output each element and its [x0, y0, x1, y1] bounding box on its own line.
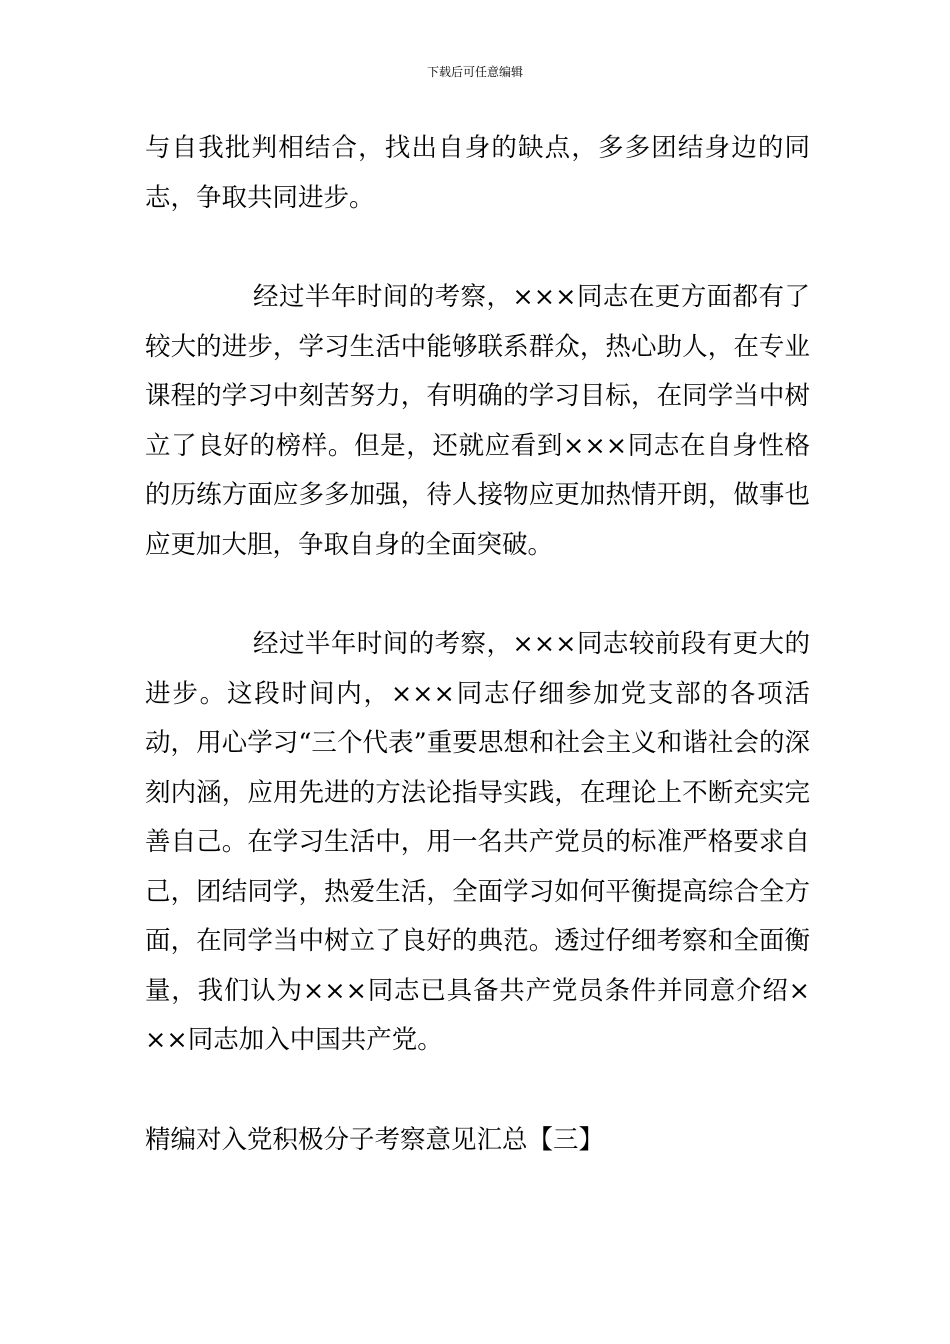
paragraph-1: 与自我批判相结合，找出自身的缺点，多多团结身边的同志，争取共同进步。 — [145, 133, 810, 213]
paragraph-2: 经过半年时间的考察，×××同志在更方面都有了较大的进步，学习生活中能够联系群众，热心助人，在专业课程的学习中刻苦努力，有明确的学习目标，在同学当中树立了良好的榜样。但是，还就应看到×××同志在自身性格的历练方面应多多加强，待人接物应更加热情开朗，做事也应更加大胆，争取自身的全面突破。 — [145, 282, 810, 560]
paragraph-spacer — [145, 1066, 810, 1116]
header-note: 下载后可任意编辑 — [426, 65, 523, 79]
paragraph-spacer — [145, 570, 810, 620]
paragraph-spacer — [145, 223, 810, 273]
paragraph-3: 经过半年时间的考察，×××同志较前段有更大的进步。这段时间内，×××同志仔细参加党支部的各项活动，用心学习“三个代表”重要思想和社会主义和谐社会的深刻内涵，应用先进的方法论指导实践，在理论上不断充实完善自己。在学习生活中，用一名共产党员的标准严格要求自己，团结同学，热爱生活，全面学习如何平衡提高综合全方面，在同学当中树立了良好的典范。透过仔细考察和全面衡量，我们认为×××同志已具备共产党员条件并同意介绍×××同志加入中国共产党。 — [145, 629, 810, 1055]
section-heading: 精编对入党积极分子考察意见汇总【三】 — [145, 1124, 605, 1155]
document-body — [145, 124, 810, 1165]
